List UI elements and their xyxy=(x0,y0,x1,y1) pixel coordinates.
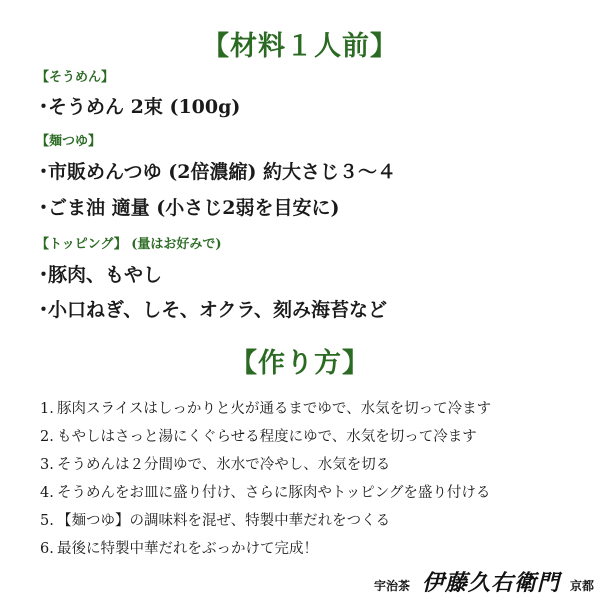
bullet-icon: ・ xyxy=(34,96,54,118)
bullet-icon: ・ xyxy=(34,264,54,286)
step-number: 1. xyxy=(40,401,54,417)
step-item xyxy=(40,397,491,418)
category-label: 【トッピング】 xyxy=(36,237,127,252)
step-number: 5. xyxy=(40,513,54,529)
brand-logo xyxy=(374,566,594,597)
step-text: もやしはさっと湯にくぐらせる程度にゆで、水気を切って冷ます xyxy=(57,429,477,445)
category-note: (量はお好みで) xyxy=(131,237,222,252)
step-item xyxy=(40,425,477,446)
category-mentsuyu xyxy=(36,130,101,149)
bullet-icon: ・ xyxy=(34,197,54,219)
ingredient-item: ・豚肉、もやし xyxy=(34,260,162,287)
step-item xyxy=(40,453,390,474)
ingredients-heading: 【材料１人前】 xyxy=(202,31,398,62)
brand-city: 京都 xyxy=(569,579,594,593)
category-label: 【麺つゆ】 xyxy=(36,134,102,149)
ingredient-item: ・ごま油 適量 (小さじ2弱を目安に) xyxy=(34,193,339,220)
step-number: 3. xyxy=(40,457,54,473)
step-text: そうめんは２分間ゆで、氷水で冷やし、水気を切る xyxy=(57,457,391,473)
category-somen xyxy=(36,66,114,85)
step-number: 2. xyxy=(40,429,54,445)
step-item xyxy=(40,537,318,558)
brand-prefix: 宇治茶 xyxy=(373,579,410,593)
step-text: そうめんをお皿に盛り付け、さらに豚肉やトッピングを盛り付ける xyxy=(57,485,491,501)
bullet-icon: ・ xyxy=(34,299,54,321)
ingredient-item: ・そうめん 2束 (100g) xyxy=(34,92,240,119)
category-label: 【そうめん】 xyxy=(36,70,115,85)
step-number: 4. xyxy=(40,485,54,501)
step-text: 【麺つゆ】の調味料を混ぜ、特製中華だれをつくる xyxy=(57,513,391,529)
bullet-icon: ・ xyxy=(34,161,54,183)
step-text: 豚肉スライスはしっかりと火が通るまでゆで、水気を切って冷ます xyxy=(57,401,492,417)
ingredient-item: ・小口ねぎ、しそ、オクラ、刻み海苔など xyxy=(34,295,387,322)
ingredient-item: ・市販めんつゆ (2倍濃縮) 約大さじ３～４ xyxy=(34,157,396,184)
step-item xyxy=(40,509,390,530)
category-topping xyxy=(36,233,222,252)
step-text: 最後に特製中華だれをぶっかけて完成！ xyxy=(57,541,318,557)
method-heading: 【作り方】 xyxy=(230,348,370,379)
step-number: 6. xyxy=(40,541,54,557)
brand-name: 伊藤久右衛門 xyxy=(421,570,560,596)
step-item xyxy=(40,481,490,502)
